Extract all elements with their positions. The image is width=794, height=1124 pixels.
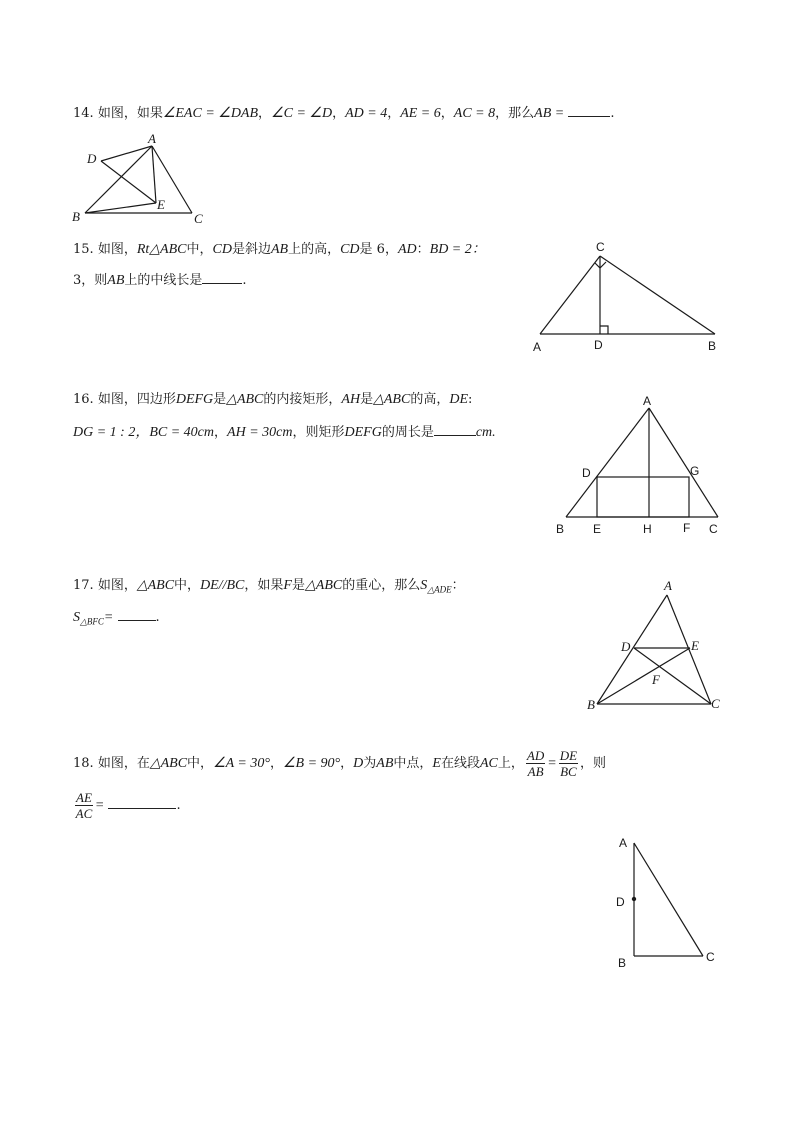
q15-text-line2: 3，则AB上的中线长是 .	[73, 273, 247, 288]
label-d: D	[621, 639, 631, 654]
q17-text-line2: $S_{\triangle BFC}=$ .	[73, 610, 160, 627]
q18-number: 18.	[73, 756, 98, 771]
label-b: B	[587, 697, 595, 712]
label-c: C	[711, 696, 720, 711]
q16-number: 16.	[73, 392, 98, 407]
label-c: C	[709, 522, 718, 536]
segment-ac	[634, 843, 703, 956]
label-a: A	[148, 131, 156, 146]
label-a: A	[643, 394, 652, 408]
q15-number: 15.	[73, 242, 98, 257]
fraction-ad-ab: $\frac{AD}{AB}$	[526, 748, 545, 779]
fraction-ae-ac: $\frac{AE}{AC}$	[75, 790, 93, 821]
label-e: E	[157, 197, 165, 212]
label-d: D	[594, 338, 603, 352]
label-a: A	[664, 578, 672, 593]
label-f: F	[652, 672, 660, 687]
label-e: E	[691, 638, 699, 653]
label-a: A	[619, 836, 628, 850]
q18-text-line2: $\frac{AE}{AC}$ = .	[75, 790, 181, 821]
label-h: H	[643, 522, 652, 536]
label-g: G	[690, 464, 700, 478]
label-f: F	[683, 521, 691, 535]
label-d: D	[582, 466, 591, 480]
label-b: B	[556, 522, 565, 536]
label-d: D	[616, 895, 625, 909]
label-b: B	[618, 956, 627, 970]
q14-number: 14.	[73, 106, 98, 121]
label-b: B	[708, 339, 717, 353]
label-c: C	[596, 240, 605, 254]
q14-text: 14. 如图，如果∠EAC = ∠DAB，∠C = ∠D，AD = 4，AE = 6，AC = 8，那么AB = .	[73, 106, 615, 121]
q16-text-line1: 16. 如图，四边形DEFG是△ABC的内接矩形，AH是△ABC的高，DE:	[73, 392, 473, 407]
q17-number: 17.	[73, 578, 98, 593]
label-d: D	[87, 151, 97, 166]
q15-text-line1: 15. 如图，Rt△ABC中，CD是斜边AB上的高，CD是 6，AD：BD = 2：	[73, 242, 486, 257]
point-d	[632, 897, 636, 901]
q18-text-line1: 18. 如图，在△ABC中，∠A = 30°，∠B = 90°，D为AB中点，E在线段AC上， $\frac{AD}{AB}$ = $\frac{DE}{BC}$ ，则	[73, 748, 607, 779]
label-e: E	[593, 522, 602, 536]
label-c: C	[194, 211, 203, 226]
fraction-de-bc: $\frac{DE}{BC}$	[559, 748, 578, 779]
q17-text-line1: 17. 如图，△ABC中，DE//BC，如果F是△ABC的重心，那么$S_{\triangle ADE}$：	[73, 578, 465, 595]
label-b: B	[72, 209, 80, 224]
label-a: A	[533, 340, 542, 354]
label-c: C	[706, 950, 715, 964]
q16-text-line2: DG = 1 : 2，BC = 40cm，AH = 30cm，则矩形DEFG的周长是 cm.	[73, 425, 496, 440]
